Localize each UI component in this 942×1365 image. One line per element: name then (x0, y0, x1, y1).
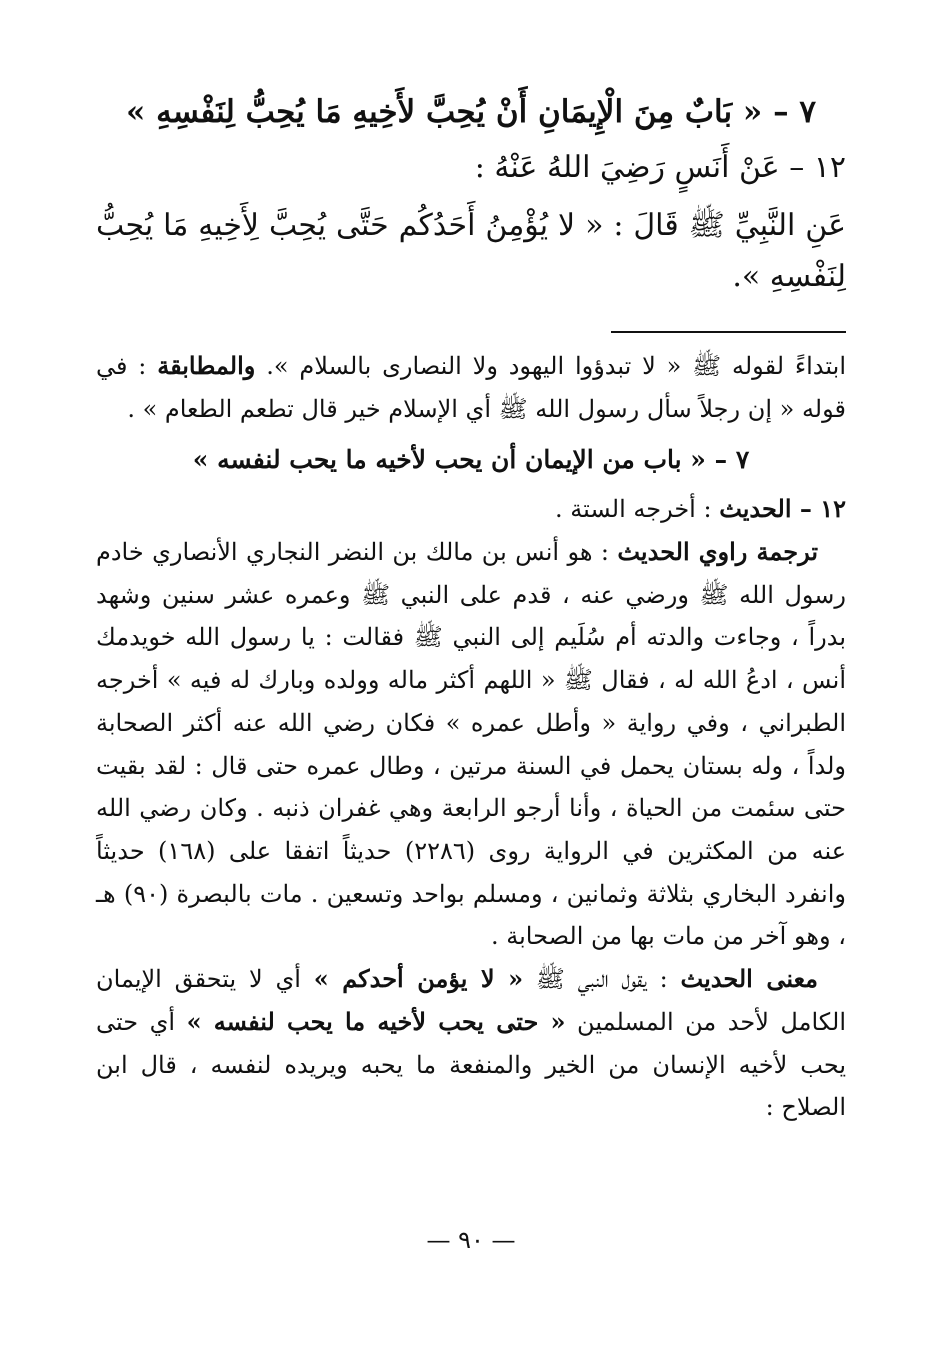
commentary-title: ٧ – « باب من الإيمان أن يحب لأخيه ما يحب لنفسه » (192, 445, 750, 475)
footnote-paragraph (96, 345, 846, 430)
narrator-text: : هو أنس بن مالك بن النضر النجاري الأنصاري خادم رسول الله ﷺ ورضي عنه ، قدم على النبي ﷺ وعمره عشر سنين وشهد بدراً ، وجاءت والدته أم سُلَيم إلى النبي ﷺ فقالت : يا رسول الله خويدمك أنس ، ادعُ الله له ، فقال ﷺ « اللهم أكثر ماله وولده وبارك له فيه » أخرجه الطبراني ، وفي رواية « وأطل عمره » فكان رضي الله عنه أكثر الصحابة ولداً ، وله بستان يحمل في السنة مرتين ، وطال عمره حتى قال : لقد بقيت حتى سئمت من الحياة ، وأنا أرجو الرابعة وهي غفران ذنبه . وكان رضي الله عنه من المكثرين في الرواية روى (٢٢٨٦) حديثاً اتفقا على (١٦٨) حديثاً وانفرد البخاري بثلاثة وثمانين ، ومسلم بواحد وتسعين . مات بالبصرة (٩٠) هـ ، وهو آخر من مات بها من الصحابة . (96, 537, 847, 951)
meaning-label: معنى الحديث (680, 964, 819, 994)
takhrij-label: ١٢ – الحديث (719, 494, 846, 524)
hadith-number-line: ١٢ – عَنْ أَنَسٍ رَضِيَ اللهُ عَنْهُ : (474, 149, 846, 185)
footnote-bold-term: والمطابقة (157, 350, 256, 380)
meaning-paragraph (96, 958, 846, 1129)
hadith-text: عَنِ النَّبِيِّ ﷺ قَالَ : « لا يُؤْمِنُ أَحَدُكُم حَتَّى يُحِبَّ لِأَخِيهِ مَا يُحِبُّ لِنَفْسِهِ ». (96, 207, 846, 295)
meaning-quote-2: « حتى يحب لأخيه ما يحب لنفسه » (186, 1006, 566, 1036)
meaning-text-1: : يقول النبي ﷺ (523, 965, 681, 994)
narrator-paragraph (96, 531, 846, 958)
meaning-text-3: أي حتى يحب لأخيه الإنسان من الخير والمنفعة ما يحبه ويريده لنفسه ، قال ابن الصلاح : (96, 1007, 846, 1122)
page-number: — ٩٠ — (426, 1226, 516, 1254)
takhrij-paragraph (96, 488, 846, 531)
footnote-text-1: ابتداءً لقوله ﷺ « لا تبدؤوا اليهود ولا النصارى بالسلام ». (255, 351, 846, 380)
footnote-divider (611, 331, 846, 333)
meaning-text-2: أي لا يتحقق الإيمان الكامل لأحد من المسلمين (96, 965, 847, 1036)
footnote-text-2: : في قوله « إن رجلاً سأل رسول الله ﷺ أي الإسلام خير قال تطعم الطعام » . (96, 351, 846, 423)
meaning-quote-1: « لا يؤمن أحدكم » (313, 964, 524, 994)
takhrij-text: : أخرجه الستة . (555, 495, 720, 524)
chapter-title: ٧ – « بَابٌ مِنَ الْإِيمَانِ أَنْ يُحِبَّ لأَخِيهِ مَا يُحِبُّ لِنَفْسِهِ » (125, 94, 817, 130)
narrator-label: ترجمة راوي الحديث (617, 536, 818, 566)
